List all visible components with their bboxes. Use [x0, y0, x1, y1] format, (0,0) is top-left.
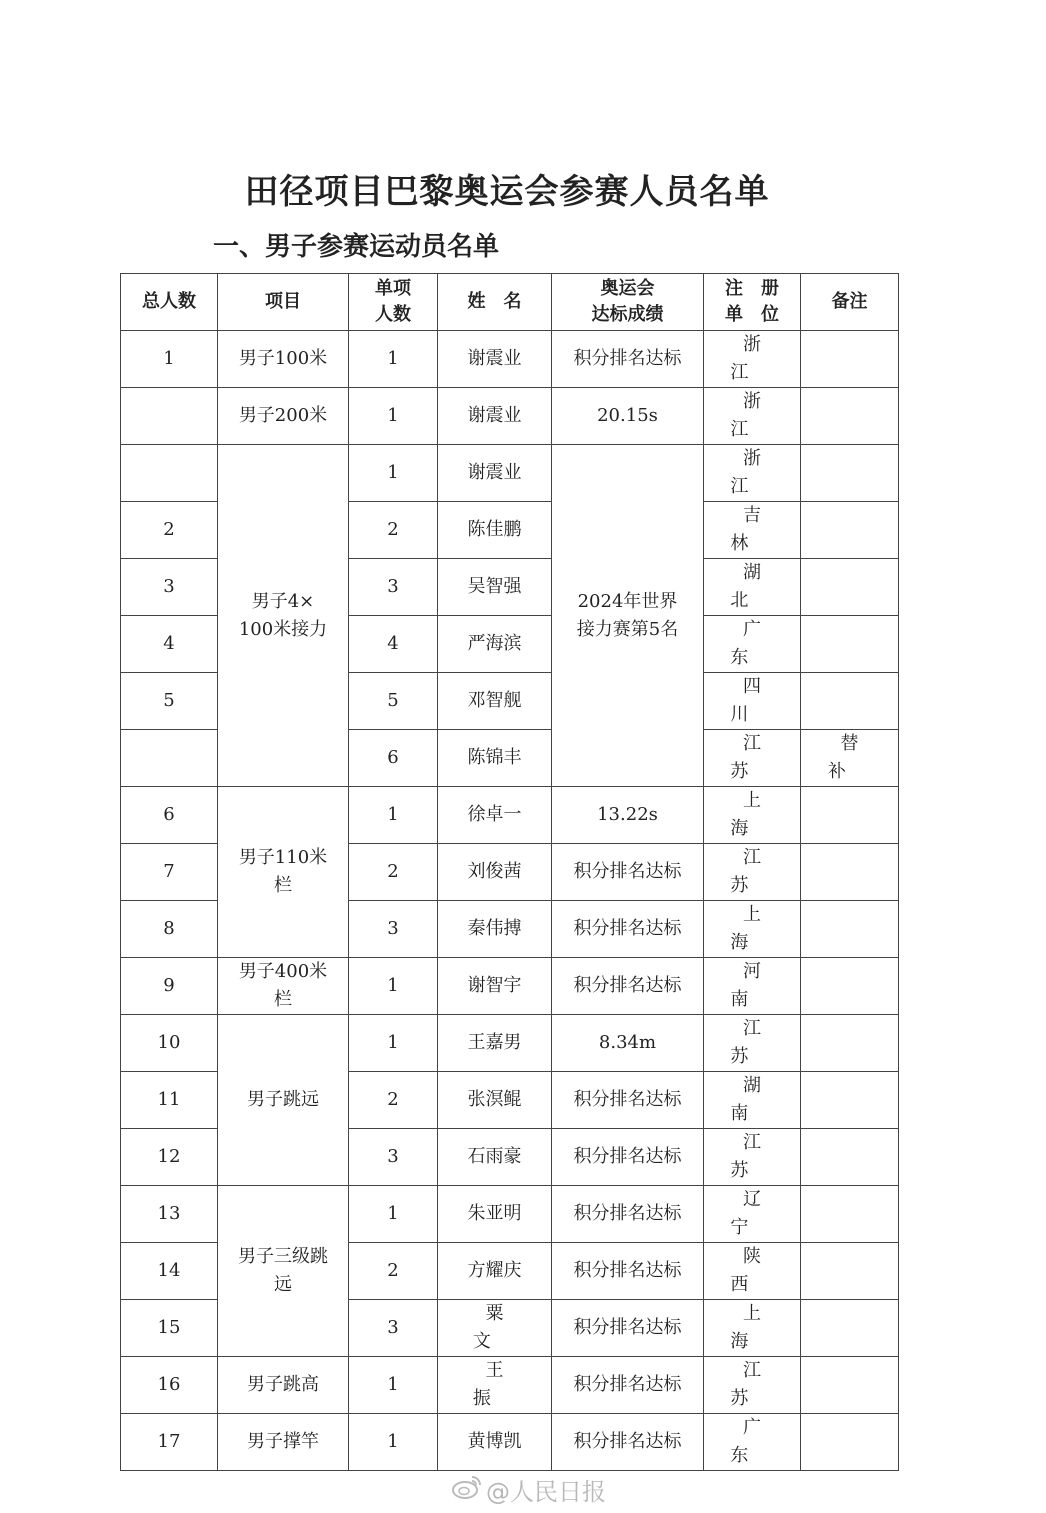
registration-unit-cell: 上海 — [704, 901, 801, 958]
qualifying-result-cell: 积分排名达标 — [552, 1300, 704, 1357]
registration-unit-cell: 四川 — [704, 673, 801, 730]
event-cell: 男子撑竿 — [218, 1414, 349, 1471]
total-count-cell: 6 — [121, 787, 218, 844]
qualifying-result-cell: 2024年世界 接力赛第5名 — [552, 445, 704, 787]
registration-unit-cell: 湖南 — [704, 1072, 801, 1129]
registration-unit-cell: 浙江 — [704, 388, 801, 445]
qualifying-result-cell: 积分排名达标 — [552, 1414, 704, 1471]
header-name: 姓 名 — [438, 274, 552, 331]
total-count-cell: 2 — [121, 502, 218, 559]
total-count-cell: 1 — [121, 331, 218, 388]
total-count-cell: 12 — [121, 1129, 218, 1186]
registration-unit-cell: 河南 — [704, 958, 801, 1015]
athlete-name-cell: 黄博凯 — [438, 1414, 552, 1471]
total-count-cell: 16 — [121, 1357, 218, 1414]
total-count-cell: 13 — [121, 1186, 218, 1243]
registration-unit-cell: 江苏 — [704, 730, 801, 787]
event-index-cell: 5 — [349, 673, 438, 730]
note-cell — [801, 502, 899, 559]
note-cell — [801, 1129, 899, 1186]
total-count-cell: 15 — [121, 1300, 218, 1357]
event-index-cell: 1 — [349, 1015, 438, 1072]
total-count-cell: 17 — [121, 1414, 218, 1471]
weibo-logo-icon — [452, 1474, 482, 1506]
qualifying-result-cell: 积分排名达标 — [552, 1129, 704, 1186]
athlete-name-cell: 邓智舰 — [438, 673, 552, 730]
note-cell — [801, 559, 899, 616]
table-row — [121, 1186, 899, 1243]
qualifying-result-cell: 积分排名达标 — [552, 1243, 704, 1300]
registration-unit-cell: 广东 — [704, 616, 801, 673]
table-row — [121, 787, 899, 844]
athlete-table — [120, 273, 899, 1471]
event-index-cell: 3 — [349, 901, 438, 958]
athlete-name-cell: 刘俊茜 — [438, 844, 552, 901]
header-total: 总人数 — [121, 274, 218, 331]
athlete-name-cell: 方耀庆 — [438, 1243, 552, 1300]
athlete-name-cell: 谢震业 — [438, 331, 552, 388]
table-header-row — [121, 274, 899, 331]
table-row — [121, 1357, 899, 1414]
weibo-watermark — [452, 1472, 606, 1507]
event-index-cell: 1 — [349, 1186, 438, 1243]
registration-unit-cell: 江苏 — [704, 1129, 801, 1186]
athlete-name-cell: 严海滨 — [438, 616, 552, 673]
event-index-cell: 2 — [349, 844, 438, 901]
event-index-cell: 1 — [349, 787, 438, 844]
note-cell — [801, 1414, 899, 1471]
watermark-text: @人民日报 — [486, 1478, 606, 1506]
athlete-name-cell: 吴智强 — [438, 559, 552, 616]
athlete-name-cell: 朱亚明 — [438, 1186, 552, 1243]
note-cell: 替补 — [801, 730, 899, 787]
event-cell: 男子110米 栏 — [218, 787, 349, 958]
event-index-cell: 4 — [349, 616, 438, 673]
total-count-cell — [121, 445, 218, 502]
qualifying-result-cell: 积分排名达标 — [552, 1186, 704, 1243]
athlete-name-cell: 陈锦丰 — [438, 730, 552, 787]
athlete-name-cell: 粟文 — [438, 1300, 552, 1357]
total-count-cell: 10 — [121, 1015, 218, 1072]
athlete-name-cell: 王嘉男 — [438, 1015, 552, 1072]
athlete-name-cell: 谢智宇 — [438, 958, 552, 1015]
header-qualifying-result: 奥运会 达标成绩 — [552, 274, 704, 331]
athlete-name-cell: 石雨豪 — [438, 1129, 552, 1186]
athlete-name-cell: 王振 — [438, 1357, 552, 1414]
total-count-cell: 14 — [121, 1243, 218, 1300]
header-event: 项目 — [218, 274, 349, 331]
note-cell — [801, 331, 899, 388]
table-row — [121, 1015, 899, 1072]
header-registration-unit: 注 册 单 位 — [704, 274, 801, 331]
total-count-cell — [121, 730, 218, 787]
total-count-cell: 3 — [121, 559, 218, 616]
qualifying-result-cell: 积分排名达标 — [552, 901, 704, 958]
note-cell — [801, 1300, 899, 1357]
event-index-cell: 2 — [349, 502, 438, 559]
registration-unit-cell: 上海 — [704, 787, 801, 844]
registration-unit-cell: 江苏 — [704, 1357, 801, 1414]
header-event-count: 单项 人数 — [349, 274, 438, 331]
note-cell — [801, 787, 899, 844]
event-cell: 男子跳高 — [218, 1357, 349, 1414]
athlete-name-cell: 谢震业 — [438, 388, 552, 445]
note-cell — [801, 388, 899, 445]
table-row — [121, 445, 899, 502]
event-index-cell: 1 — [349, 445, 438, 502]
event-index-cell: 1 — [349, 388, 438, 445]
total-count-cell: 9 — [121, 958, 218, 1015]
event-index-cell: 3 — [349, 1129, 438, 1186]
total-count-cell: 5 — [121, 673, 218, 730]
qualifying-result-cell: 积分排名达标 — [552, 958, 704, 1015]
event-cell: 男子4× 100米接力 — [218, 445, 349, 787]
table-row — [121, 958, 899, 1015]
note-cell — [801, 844, 899, 901]
event-index-cell: 1 — [349, 331, 438, 388]
athlete-name-cell: 陈佳鹏 — [438, 502, 552, 559]
registration-unit-cell: 吉林 — [704, 502, 801, 559]
total-count-cell: 8 — [121, 901, 218, 958]
note-cell — [801, 901, 899, 958]
note-cell — [801, 1072, 899, 1129]
event-cell: 男子三级跳 远 — [218, 1186, 349, 1357]
registration-unit-cell: 广东 — [704, 1414, 801, 1471]
registration-unit-cell: 浙江 — [704, 445, 801, 502]
event-index-cell: 1 — [349, 1414, 438, 1471]
note-cell — [801, 1243, 899, 1300]
registration-unit-cell: 陕西 — [704, 1243, 801, 1300]
note-cell — [801, 673, 899, 730]
event-cell: 男子400米 栏 — [218, 958, 349, 1015]
document-title: 田径项目巴黎奥运会参赛人员名单 — [244, 172, 770, 212]
event-index-cell: 6 — [349, 730, 438, 787]
athlete-name-cell: 谢震业 — [438, 445, 552, 502]
note-cell — [801, 1186, 899, 1243]
event-index-cell: 2 — [349, 1072, 438, 1129]
event-index-cell: 1 — [349, 958, 438, 1015]
athlete-name-cell: 张溟鲲 — [438, 1072, 552, 1129]
section-heading: 一、男子参赛运动员名单 — [213, 232, 500, 262]
qualifying-result-cell: 8.34m — [552, 1015, 704, 1072]
total-count-cell — [121, 388, 218, 445]
note-cell — [801, 1015, 899, 1072]
qualifying-result-cell: 积分排名达标 — [552, 331, 704, 388]
total-count-cell: 4 — [121, 616, 218, 673]
header-note: 备注 — [801, 274, 899, 331]
event-index-cell: 3 — [349, 1300, 438, 1357]
event-index-cell: 2 — [349, 1243, 438, 1300]
event-index-cell: 3 — [349, 559, 438, 616]
event-cell: 男子100米 — [218, 331, 349, 388]
total-count-cell: 11 — [121, 1072, 218, 1129]
qualifying-result-cell: 积分排名达标 — [552, 844, 704, 901]
event-cell: 男子200米 — [218, 388, 349, 445]
note-cell — [801, 445, 899, 502]
registration-unit-cell: 江苏 — [704, 844, 801, 901]
qualifying-result-cell: 积分排名达标 — [552, 1072, 704, 1129]
qualifying-result-cell: 13.22s — [552, 787, 704, 844]
registration-unit-cell: 辽宁 — [704, 1186, 801, 1243]
total-count-cell: 7 — [121, 844, 218, 901]
note-cell — [801, 616, 899, 673]
event-index-cell: 1 — [349, 1357, 438, 1414]
event-cell: 男子跳远 — [218, 1015, 349, 1186]
table-row — [121, 388, 899, 445]
registration-unit-cell: 浙江 — [704, 331, 801, 388]
registration-unit-cell: 湖北 — [704, 559, 801, 616]
table-row — [121, 1414, 899, 1471]
qualifying-result-cell: 积分排名达标 — [552, 1357, 704, 1414]
table-row — [121, 331, 899, 388]
athlete-name-cell: 秦伟搏 — [438, 901, 552, 958]
qualifying-result-cell: 20.15s — [552, 388, 704, 445]
note-cell — [801, 1357, 899, 1414]
registration-unit-cell: 上海 — [704, 1300, 801, 1357]
note-cell — [801, 958, 899, 1015]
registration-unit-cell: 江苏 — [704, 1015, 801, 1072]
athlete-name-cell: 徐卓一 — [438, 787, 552, 844]
